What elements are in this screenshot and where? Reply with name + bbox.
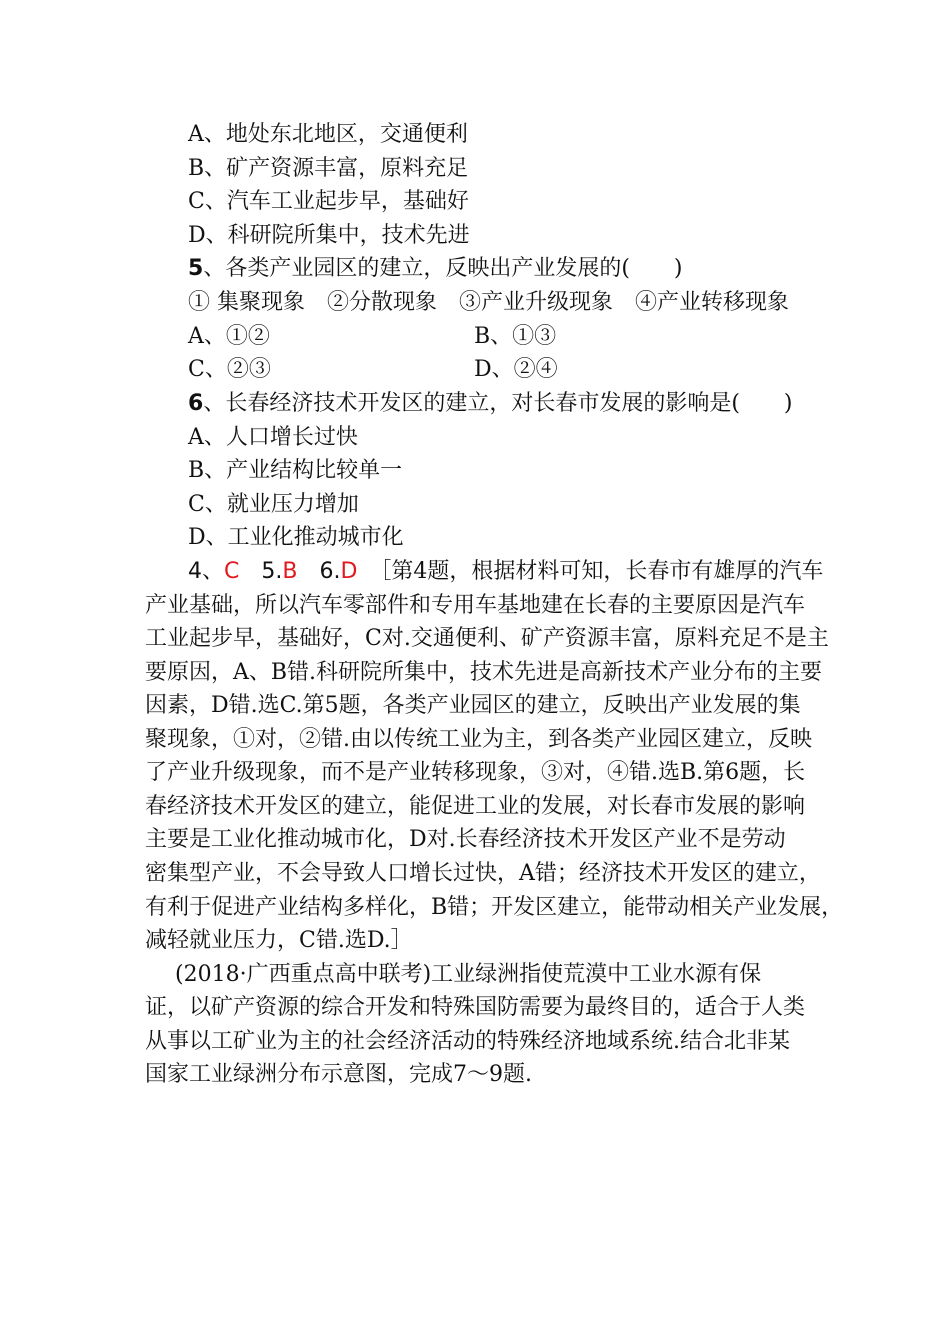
explanation-first-line: ［第4题，根据材料可知，长春市有雄厚的汽车 <box>369 559 824 584</box>
answer-5-number: 5. <box>261 559 283 584</box>
material-line: 国家工业绿洲分布示意图，完成7～9题. <box>145 1062 532 1087</box>
q6-option-c: C、就业压力增加 <box>188 492 359 517</box>
answer-line-first <box>188 555 823 589</box>
answer-6-number: 6. <box>319 559 341 584</box>
explanation-line: 工业起步早，基础好，C对.交通便利、矿产资源丰富，原料充足不是主 <box>145 626 829 651</box>
explanation-line: 密集型产业，不会导致人口增长过快，A错；经济技术开发区的建立， <box>145 861 821 886</box>
explanation-line: 春经济技术开发区的建立，能促进工业的发展，对长春市发展的影响 <box>145 794 806 819</box>
answer-4-choice: C <box>224 559 240 584</box>
q5-option-c: C、②③ <box>188 357 271 382</box>
answer-6-choice: D <box>340 559 358 584</box>
q6-stem-text: 、长春经济技术开发区的建立，对长春市发展的影响是( ) <box>203 391 793 416</box>
answer-5-choice: B <box>282 559 298 584</box>
explanation-line: 减轻就业压力，C错.选D.］ <box>145 928 413 953</box>
q5-option-a: A、①② <box>188 324 270 349</box>
q5-stem-text: 、各类产业园区的建立，反映出产业发展的( ) <box>203 256 683 281</box>
material-line-first: (2018·广西重点高中联考)工业绿洲指使荒漠中工业水源有保 <box>175 962 762 987</box>
explanation-line: 有利于促进产业结构多样化，B错；开发区建立，能带动相关产业发展， <box>145 895 844 920</box>
q6-number: 6 <box>188 391 204 416</box>
answer-4-number: 4、 <box>188 559 224 584</box>
q5-option-d: D、②④ <box>474 357 558 382</box>
q5-stem <box>188 252 682 286</box>
q6-option-b: B、产业结构比较单一 <box>188 458 403 483</box>
explanation-line: 主要是工业化推动城市化，D对.长春经济技术开发区产业不是劳动 <box>145 827 786 852</box>
q5-items: ① 集聚现象 ②分散现象 ③产业升级现象 ④产业转移现象 <box>188 290 789 315</box>
q4-option-d: D、科研院所集中，技术先进 <box>188 223 470 248</box>
q4-option-b: B、矿产资源丰富，原料充足 <box>188 156 469 181</box>
q6-option-a: A、人口增长过快 <box>188 425 358 450</box>
q6-stem <box>188 387 792 421</box>
explanation-line: 聚现象，①对，②错.由以传统工业为主，到各类产业园区建立，反映 <box>145 727 812 752</box>
q4-option-c: C、汽车工业起步早，基础好 <box>188 189 469 214</box>
q5-options-row2 <box>188 353 788 387</box>
explanation-line: 要原因，A、B错.科研院所集中，技术先进是高新技术产业分布的主要 <box>145 660 823 685</box>
material-line: 从事以工矿业为主的社会经济活动的特殊经济地域系统.结合北非某 <box>145 1029 790 1054</box>
q6-option-d: D、工业化推动城市化 <box>188 525 404 550</box>
explanation-line: 产业基础，所以汽车零部件和专用车基地建在长春的主要原因是汽车 <box>145 593 806 618</box>
q5-number: 5 <box>188 256 204 281</box>
explanation-line: 因素，D错.选C.第5题，各类产业园区的建立，反映出产业发展的集 <box>145 693 801 718</box>
q5-option-b: B、①③ <box>474 324 557 349</box>
q4-option-a: A、地处东北地区，交通便利 <box>188 122 468 147</box>
explanation-line: 了产业升级现象，而不是产业转移现象，③对，④错.选B.第6题，长 <box>145 760 806 785</box>
q5-options-row1 <box>188 320 788 354</box>
material-line: 证，以矿产资源的综合开发和特殊国防需要为最终目的，适合于人类 <box>145 995 806 1020</box>
